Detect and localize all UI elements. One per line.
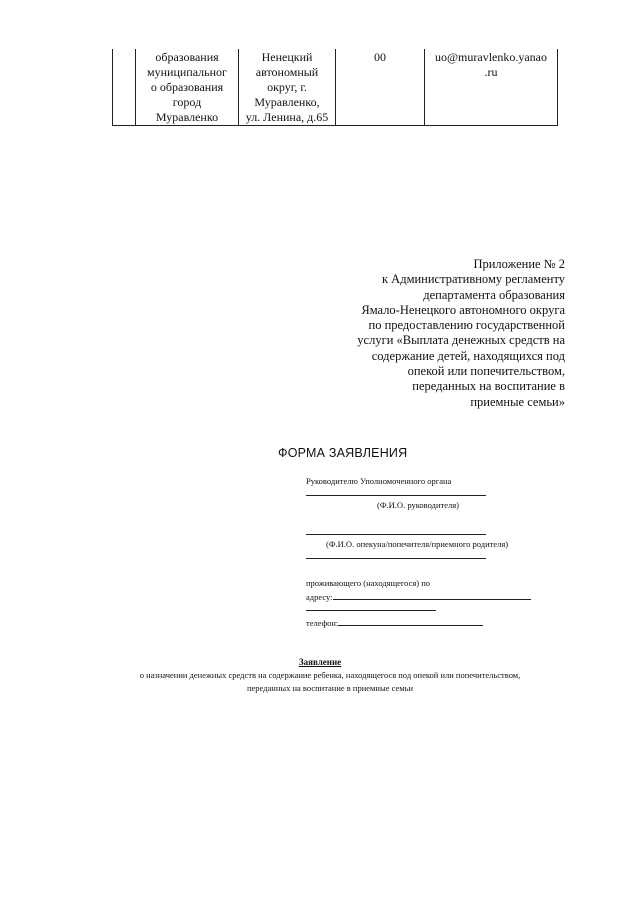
- address-row: [306, 591, 531, 602]
- phone-label: телефон:: [306, 618, 339, 628]
- appendix-header: [265, 257, 565, 410]
- table-cell-empty: [113, 49, 136, 126]
- table-cell-code: [336, 49, 425, 126]
- appendix-line: содержание детей, находящихся под: [371, 348, 565, 363]
- appendix-line: переданных на воспитание в: [412, 379, 565, 394]
- cell-text: о образования: [150, 80, 224, 94]
- table-row: [113, 49, 558, 126]
- appendix-line: по предоставлению государственной: [368, 318, 565, 333]
- guardian-caption: (Ф.И.О. опекуна/попечителя/приемного родителя): [326, 539, 509, 549]
- table-cell-organization: [136, 49, 239, 126]
- cell-text: автономный: [255, 65, 319, 79]
- phone-line: [338, 617, 483, 626]
- residing-label: проживающего (находящегося) по: [306, 578, 431, 588]
- cell-text: 00: [374, 50, 386, 64]
- address-extra-line: [306, 610, 436, 611]
- cell-text: Муравленко,: [254, 95, 320, 109]
- head-name-line: [306, 495, 486, 496]
- guardian-extra-line: [306, 558, 486, 559]
- table-cell-address: [239, 49, 336, 126]
- form-title: ФОРМА ЗАЯВЛЕНИЯ: [278, 446, 408, 460]
- appendix-line: к Административному регламенту: [381, 272, 565, 287]
- recipient-label: Руководителю Уполномоченного органа: [306, 476, 452, 486]
- cell-text: муниципальног: [147, 65, 227, 79]
- appendix-line: Приложение № 2: [473, 257, 565, 271]
- cell-text: Муравленко: [155, 110, 219, 124]
- guardian-name-line: [306, 534, 486, 535]
- contact-table: [112, 49, 558, 126]
- phone-row: [306, 617, 483, 628]
- cell-text: округ, г.: [267, 80, 307, 94]
- cell-text: uo@muravlenko.yanao: [434, 50, 548, 64]
- appendix-line: приемные семьи»: [470, 394, 565, 409]
- appendix-line: департамента образования: [423, 287, 565, 302]
- appendix-line: услуги «Выплата денежных средств на: [357, 333, 565, 348]
- appendix-line: опекой или попечительством,: [407, 364, 565, 379]
- head-name-caption: (Ф.И.О. руководителя): [377, 500, 459, 510]
- cell-text: .ru: [484, 65, 498, 79]
- address-label: адресу:: [306, 592, 333, 602]
- cell-text: образования: [155, 50, 219, 64]
- statement-line: переданных на воспитание в приемные семьи: [246, 683, 414, 693]
- cell-text: Ненецкий: [261, 50, 313, 64]
- appendix-line: Ямало-Ненецкого автономного округа: [361, 302, 565, 317]
- address-line: [333, 591, 531, 600]
- statement-line: о назначении денежных средств на содержание ребенка, находящегося под опекой или попечительством,: [139, 670, 521, 680]
- cell-text: город: [172, 95, 202, 109]
- cell-text: ул. Ленина, д.65: [245, 110, 329, 124]
- statement-body: [60, 669, 600, 695]
- table-cell-email: [425, 49, 558, 126]
- statement-title: Заявление: [298, 657, 342, 667]
